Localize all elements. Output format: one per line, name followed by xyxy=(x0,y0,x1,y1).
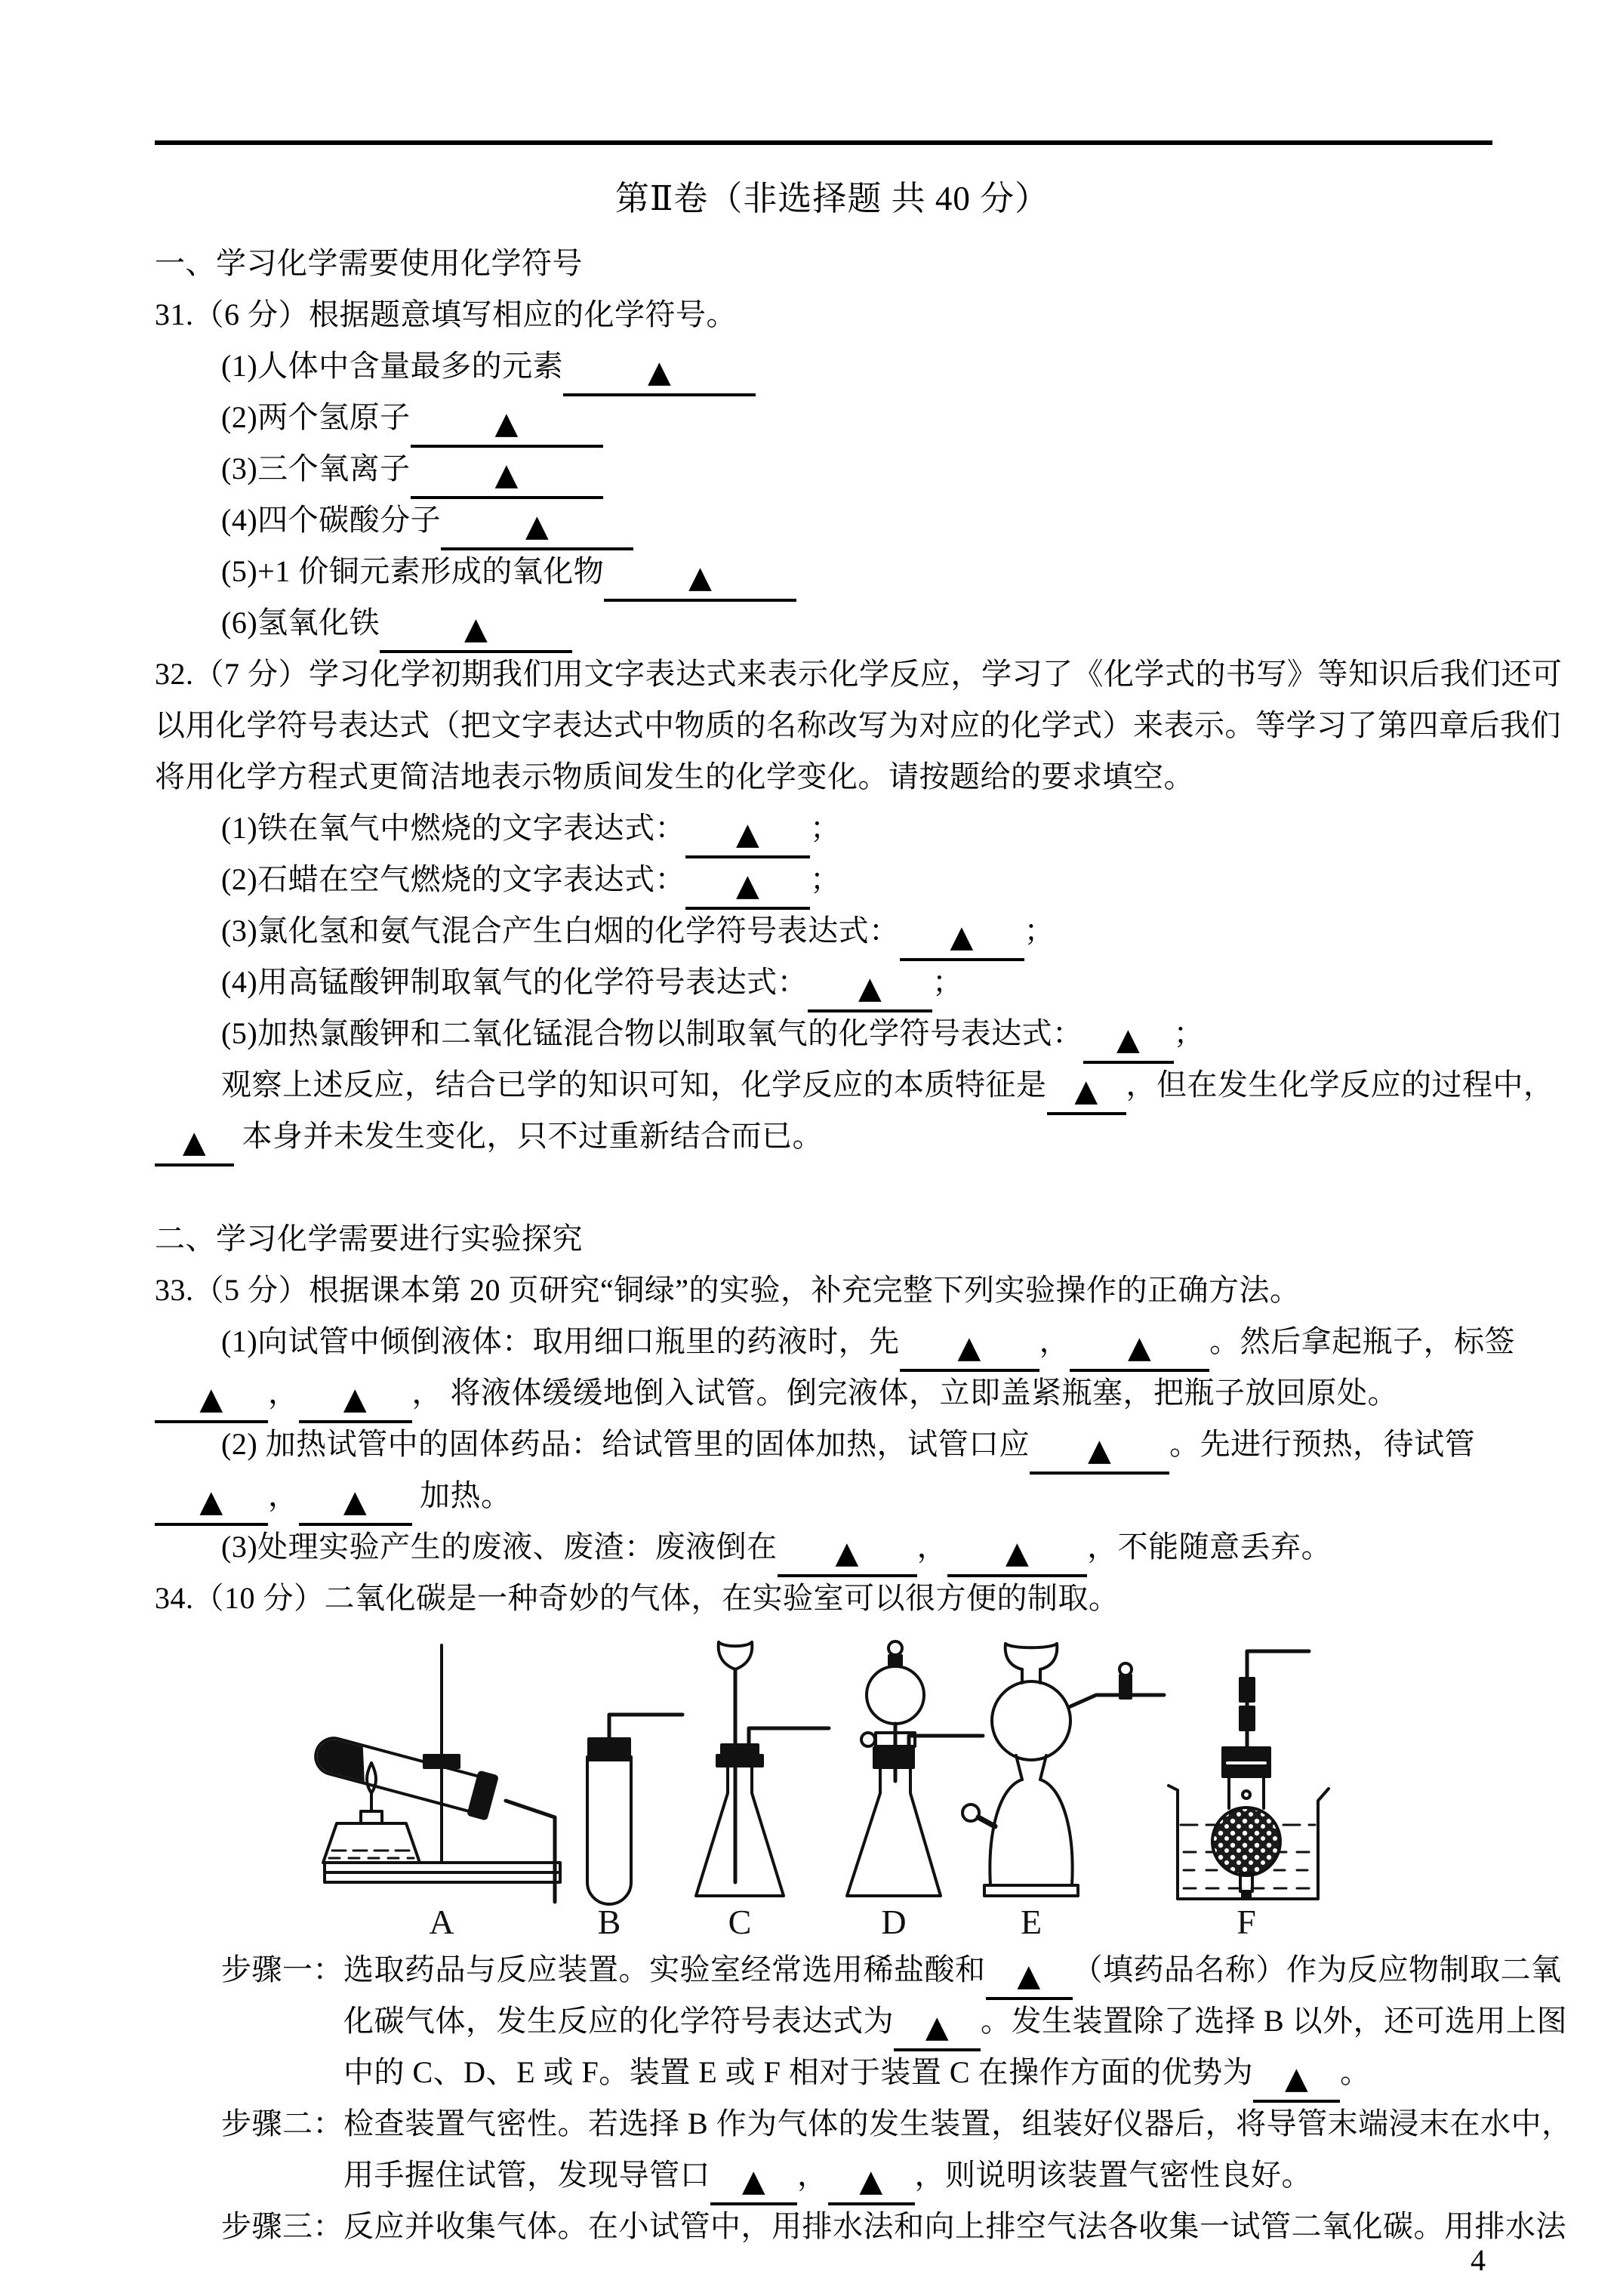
apparatus-figure xyxy=(287,1636,1510,1938)
text-run: (6)氢氧化铁 xyxy=(221,606,380,639)
text-run: (3)氯化氢和氨气混合产生白烟的化学符号表达式： xyxy=(221,914,900,948)
text-line xyxy=(155,238,1510,289)
text-line xyxy=(155,1008,1510,1059)
text-run: ， xyxy=(797,2158,828,2192)
answer-blank xyxy=(1083,1019,1174,1064)
text-line xyxy=(155,1316,1516,1367)
text-line xyxy=(155,1367,1510,1419)
text-run: ； xyxy=(810,862,841,896)
header-rule xyxy=(155,140,1492,145)
text-line xyxy=(155,443,1510,495)
triangle-placeholder-icon: ▲ xyxy=(858,971,882,1006)
text-line xyxy=(155,1944,1562,1996)
triangle-placeholder-icon: ▲ xyxy=(736,817,760,852)
text-line xyxy=(155,2150,1510,2201)
text-line xyxy=(155,1470,1510,1521)
text-run: ， xyxy=(268,1478,299,1512)
text-run: 化碳气体，发生反应的化学符号表达式为 xyxy=(343,2004,894,2038)
text-run: ； xyxy=(932,965,963,999)
label-apparatus-D: D xyxy=(881,1903,907,1938)
text-run: 观察上述反应，结合已学的知识可知，化学反应的本质特征是 xyxy=(221,1068,1047,1102)
apparatus-F xyxy=(1169,1651,1329,1899)
text-run: ， xyxy=(1039,1324,1070,1358)
triangle-placeholder-icon: ▲ xyxy=(950,920,974,954)
label-apparatus-E: E xyxy=(1020,1903,1042,1938)
answer-blank xyxy=(900,916,1024,961)
text-line xyxy=(155,1111,1510,1162)
answer-blank xyxy=(685,864,810,910)
answer-blank xyxy=(604,556,796,602)
apparatus-E xyxy=(962,1644,1164,1896)
text-line xyxy=(155,1521,1510,1573)
text-line xyxy=(155,751,1510,803)
triangle-placeholder-icon: ▲ xyxy=(1116,1022,1141,1057)
answer-blank xyxy=(155,1378,268,1423)
triangle-placeholder-icon: ▲ xyxy=(525,509,550,544)
triangle-placeholder-icon: ▲ xyxy=(741,2164,766,2199)
triangle-placeholder-icon: ▲ xyxy=(1006,1536,1030,1570)
text-line xyxy=(155,2098,1572,2150)
text-run: 。发生装置除了选择 B 以外，还可选用上图 xyxy=(981,2004,1568,2038)
text-run: 步骤一：选取药品与反应装置。实验室经常选用稀盐酸和 xyxy=(221,1952,986,1986)
answer-blank xyxy=(1070,1327,1209,1372)
answer-blank xyxy=(685,813,810,858)
text-run: (1)人体中含量最多的元素 xyxy=(221,349,564,383)
triangle-placeholder-icon: ▲ xyxy=(648,355,672,390)
answer-blank xyxy=(1047,1070,1126,1115)
answer-blank xyxy=(299,1378,412,1423)
label-apparatus-C: C xyxy=(728,1903,752,1938)
text-run: 34.（10 分）二氧化碳是一种奇妙的气体，在实验室可以很方便的制取。 xyxy=(155,1581,1119,1615)
triangle-placeholder-icon: ▲ xyxy=(835,1536,859,1570)
text-line xyxy=(155,803,1510,854)
triangle-placeholder-icon: ▲ xyxy=(199,1382,223,1416)
triangle-placeholder-icon: ▲ xyxy=(859,2164,883,2199)
triangle-placeholder-icon: ▲ xyxy=(343,1484,368,1519)
page-title: 第Ⅱ卷（非选择题 共 40 分） xyxy=(614,180,1050,217)
text-run: 一、学习化学需要使用化学符号 xyxy=(155,246,583,280)
text-run: 用手握住试管，发现导管口 xyxy=(343,2158,710,2192)
text-run: ， 将液体缓缓地倒入试管。倒完液体，立即盖紧瓶塞，把瓶子放回原处。 xyxy=(411,1376,1398,1410)
answer-blank xyxy=(411,402,603,448)
text-run: (2)两个氢原子 xyxy=(221,400,411,434)
label-apparatus-A: A xyxy=(429,1903,454,1938)
text-run: (3)三个氧离子 xyxy=(221,451,411,485)
triangle-placeholder-icon: ▲ xyxy=(494,406,519,441)
text-run: 将用化学方程式更简洁地表示物质间发生的化学变化。请按题给的要求填空。 xyxy=(155,760,1194,794)
triangle-placeholder-icon: ▲ xyxy=(494,458,519,492)
answer-blank xyxy=(778,1532,917,1577)
apparatus-figure-svg xyxy=(287,1636,1344,1938)
text-line xyxy=(155,1213,1510,1265)
answer-blank xyxy=(947,1532,1087,1577)
answer-blank xyxy=(828,2160,915,2205)
answer-blank xyxy=(155,1121,234,1166)
text-line xyxy=(155,957,1510,1008)
text-run: 32.（7 分）学习化学初期我们用文字表达式来表示化学反应，学习了《化学式的书写》等知识后我们还可 xyxy=(155,657,1563,691)
page-number: 4 xyxy=(1471,2243,1486,2277)
text-run: (1)向试管中倾倒液体：取用细口瓶里的药液时，先 xyxy=(221,1324,900,1358)
text-line xyxy=(155,2201,1566,2252)
triangle-placeholder-icon: ▲ xyxy=(1088,1433,1112,1468)
triangle-placeholder-icon: ▲ xyxy=(925,2010,950,2045)
text-line xyxy=(155,1265,1510,1316)
answer-blank xyxy=(986,1955,1073,2000)
answer-blank xyxy=(441,505,633,550)
answer-blank xyxy=(900,1327,1039,1372)
answer-blank xyxy=(380,608,572,653)
text-run: ； xyxy=(810,811,841,845)
text-run: （填药品名称）作为反应物制取二氧 xyxy=(1072,1952,1562,1986)
answer-blank xyxy=(808,967,932,1012)
text-line xyxy=(155,341,1510,392)
text-run: ，则说明该装置气密性良好。 xyxy=(914,2158,1312,2192)
text-run: (4)四个碳酸分子 xyxy=(221,503,442,537)
text-run: 步骤三：反应并收集气体。在小试管中，用排水法和向上排空气法各收集一试管二氧化碳。用排水法 xyxy=(221,2209,1566,2243)
text-run: ， xyxy=(268,1376,299,1410)
text-line xyxy=(155,1059,1554,1111)
triangle-placeholder-icon: ▲ xyxy=(1074,1074,1098,1108)
answer-blank xyxy=(563,351,756,396)
text-line xyxy=(155,597,1510,649)
text-run: 。然后拿起瓶子，标签 xyxy=(1209,1324,1516,1358)
triangle-placeholder-icon: ▲ xyxy=(182,1125,207,1160)
text-line xyxy=(155,1419,1510,1470)
text-run: ； xyxy=(1173,1016,1205,1050)
text-run: 33.（5 分）根据课本第 20 页研究“铜绿”的实验，补充完整下列实验操作的正确方法。 xyxy=(155,1273,1301,1307)
text-line xyxy=(155,546,1510,597)
triangle-placeholder-icon: ▲ xyxy=(688,560,713,595)
text-run: ，但在发生化学反应的过程中， xyxy=(1126,1068,1554,1102)
text-run: (5)+1 价铜元素形成的氧化物 xyxy=(221,554,605,588)
text-run: 。先进行预热，待试管 xyxy=(1169,1427,1476,1461)
label-apparatus-F: F xyxy=(1236,1903,1256,1938)
text-run: (3)处理实验产生的废液、废渣：废液倒在 xyxy=(221,1530,778,1564)
triangle-placeholder-icon: ▲ xyxy=(1128,1330,1152,1365)
triangle-placeholder-icon: ▲ xyxy=(1017,1959,1041,1993)
text-run: (4)用高锰酸钾制取氧气的化学符号表达式： xyxy=(221,965,808,999)
apparatus-C xyxy=(696,1642,829,1896)
triangle-placeholder-icon: ▲ xyxy=(736,868,760,903)
answer-blank xyxy=(710,2160,797,2205)
answer-blank xyxy=(894,2006,981,2051)
text-run: (5)加热氯酸钾和二氧化锰混合物以制取氧气的化学符号表达式： xyxy=(221,1016,1083,1050)
text-line xyxy=(155,2047,1510,2098)
label-apparatus-B: B xyxy=(597,1903,621,1938)
text-run: (2) 加热试管中的固体药品：给试管里的固体加热，试管口应 xyxy=(221,1427,1030,1461)
text-run: 二、学习化学需要进行实验探究 xyxy=(155,1222,583,1256)
body-after-figure xyxy=(155,1944,1572,2252)
answer-blank xyxy=(411,454,603,499)
body-before-figure xyxy=(155,238,1563,1624)
blank-line xyxy=(155,1162,1510,1213)
answer-blank xyxy=(299,1481,412,1526)
apparatus-A xyxy=(311,1645,560,1902)
text-line xyxy=(155,700,1561,751)
answer-blank xyxy=(1253,2057,1340,2103)
text-run: 。 xyxy=(1340,2055,1371,2089)
apparatus-B xyxy=(587,1715,682,1904)
text-line xyxy=(155,1996,1568,2047)
text-run: (2)石蜡在空气燃烧的文字表达式： xyxy=(221,862,686,896)
text-line xyxy=(155,854,1510,905)
text-run: 步骤二：检查装置气密性。若选择 B 作为气体的发生装置，组装好仪器后，将导管末端浸末在水中， xyxy=(221,2106,1572,2140)
text-line xyxy=(155,392,1510,443)
text-line xyxy=(155,1573,1510,1624)
text-run: ，不能随意丢弃。 xyxy=(1087,1530,1332,1564)
triangle-placeholder-icon: ▲ xyxy=(957,1330,981,1365)
triangle-placeholder-icon: ▲ xyxy=(1284,2061,1309,2096)
text-run: 加热。 xyxy=(411,1478,512,1512)
triangle-placeholder-icon: ▲ xyxy=(199,1484,223,1519)
apparatus-D xyxy=(847,1641,983,1896)
text-run: 31.（6 分）根据题意填写相应的化学符号。 xyxy=(155,297,737,331)
text-line xyxy=(155,495,1510,546)
text-line xyxy=(155,289,1510,341)
text-run: 以用化学符号表达式（把文字表达式中物质的名称改写为对应的化学式）来表示。等学习了第四章后我们 xyxy=(155,708,1561,742)
text-line xyxy=(155,649,1563,700)
text-run: ， xyxy=(916,1530,948,1564)
answer-blank xyxy=(155,1481,268,1526)
text-run: 中的 C、D、E 或 F。装置 E 或 F 相对于装置 C 在操作方面的优势为 xyxy=(343,2055,1254,2089)
text-run: 本身并未发生变化，只不过重新结合而已。 xyxy=(234,1119,823,1153)
text-run: (1)铁在氧气中燃烧的文字表达式： xyxy=(221,811,686,845)
text-line xyxy=(155,905,1510,957)
answer-blank xyxy=(1030,1429,1169,1475)
triangle-placeholder-icon: ▲ xyxy=(343,1382,368,1416)
text-run: ； xyxy=(1024,914,1055,948)
triangle-placeholder-icon: ▲ xyxy=(464,612,488,646)
